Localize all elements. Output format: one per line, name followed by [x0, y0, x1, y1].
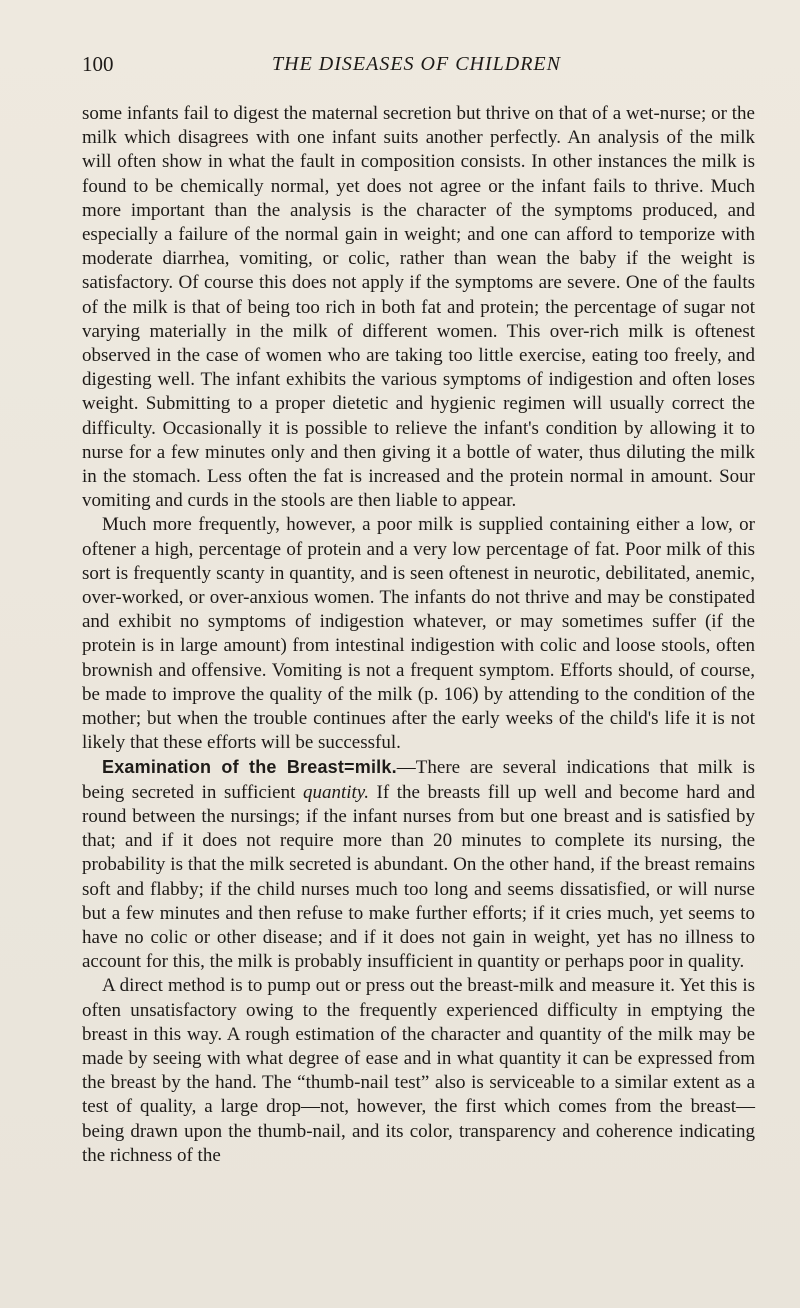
running-header: [82, 48, 755, 80]
running-title: THE DISEASES OF CHILDREN: [272, 53, 561, 75]
paragraph-3-emphasis: quantity.: [302, 781, 369, 803]
paragraph-1: some infants fail to digest the maternal secretion but thrive on that of a wet-nurse; or the milk which disagrees with one infant suits another perfectly. An analysis of the milk will often show in what the fault in composition consists. In other instances the milk is found to be chemically normal, yet does not agree or the infant fails to thrive. Much more important than the analysis is the character of the symptoms produced, and especially a failure of the normal gain in weight; and one can afford to temporize with moderate diarrhea, vomiting, or colic, rather than wean the baby if the weight is satisfactory. Of course this does not apply if the symptoms are severe. One of the faults of the milk is that of being too rich in both fat and protein; the percentage of sugar not varying materially in the milk of different women. This over-rich milk is oftenest observed in the case of women who are taking too little exercise, eating too freely, and digesting well. The infant exhibits the various symptoms of indigestion and often loses weight. Submitting to a proper dietetic and hygienic regimen will usually correct the difficulty. Occasionally it is possible to relieve the infant's condition by allowing it to nurse for a few minutes only and then giving it a bottle of water, thus diluting the milk in the stomach. Less often the fat is increased and the protein normal in amount. Sour vomiting and curds in the stools are then liable to appear.: [82, 103, 755, 512]
paragraph-3: [82, 755, 755, 974]
paragraph-3-text-a: —There are several indications that milk is being secreted in sufficient: [82, 757, 755, 803]
page-number: 100: [82, 52, 114, 76]
paragraph-3-text-b: If the breasts fill up well and become hard and round between the nursings; if the infant nurses from but one breast and is satisfied by that; and if it does not require more than 20 minutes to complete its nursing, the probability is that the milk secreted is abundant. On the other hand, if the breast remains soft and flabby; if the child nurses much too long and seems dissatisfied, or will nurse but a few minutes and then refuse to make further efforts; if it cries much, yet seems to have no colic or other disease; and if it does not gain in weight, yet has no illness to account for this, the milk is probably insufficient in quantity or perhaps poor in quality.: [82, 781, 755, 973]
paragraph-2: Much more frequently, however, a poor milk is supplied containing either a low, or oftener a high, percentage of protein and a very low percentage of fat. Poor milk of this sort is frequently scanty in quantity, and is seen oftenest in neurotic, debilitated, anemic, over-worked, or over-anxious women. The infants do not thrive and may be constipated and exhibit no symptoms of indigestion whatever, or may sometimes suffer (if the protein is in large amount) from intestinal indigestion with colic and loose stools, often brownish and offensive. Vomiting is not a frequent symptom. Efforts should, of course, be made to improve the quality of the milk (p. 106) by attending to the condition of the mother; but when the trouble continues after the early weeks of the child's life it is not likely that these efforts will be successful.: [82, 514, 755, 754]
section-heading: Examination of the Breast=milk.: [102, 757, 397, 778]
body-text: [82, 102, 755, 1168]
paragraph-4: A direct method is to pump out or press out the breast-milk and measure it. Yet this is often unsatisfactory owing to the frequently experienced difficulty in emptying the breast in this way. A rough estimation of the character and quantity of the milk may be made by seeing with what degree of ease and in what quantity it can be expressed from the breast by the hand. The “thumb-nail test” also is serviceable to a similar extent as a test of quality, a large drop—not, however, the first which comes from the breast—being drawn upon the thumb-nail, and its color, transparency and coherence indicating the richness of the: [82, 975, 755, 1166]
